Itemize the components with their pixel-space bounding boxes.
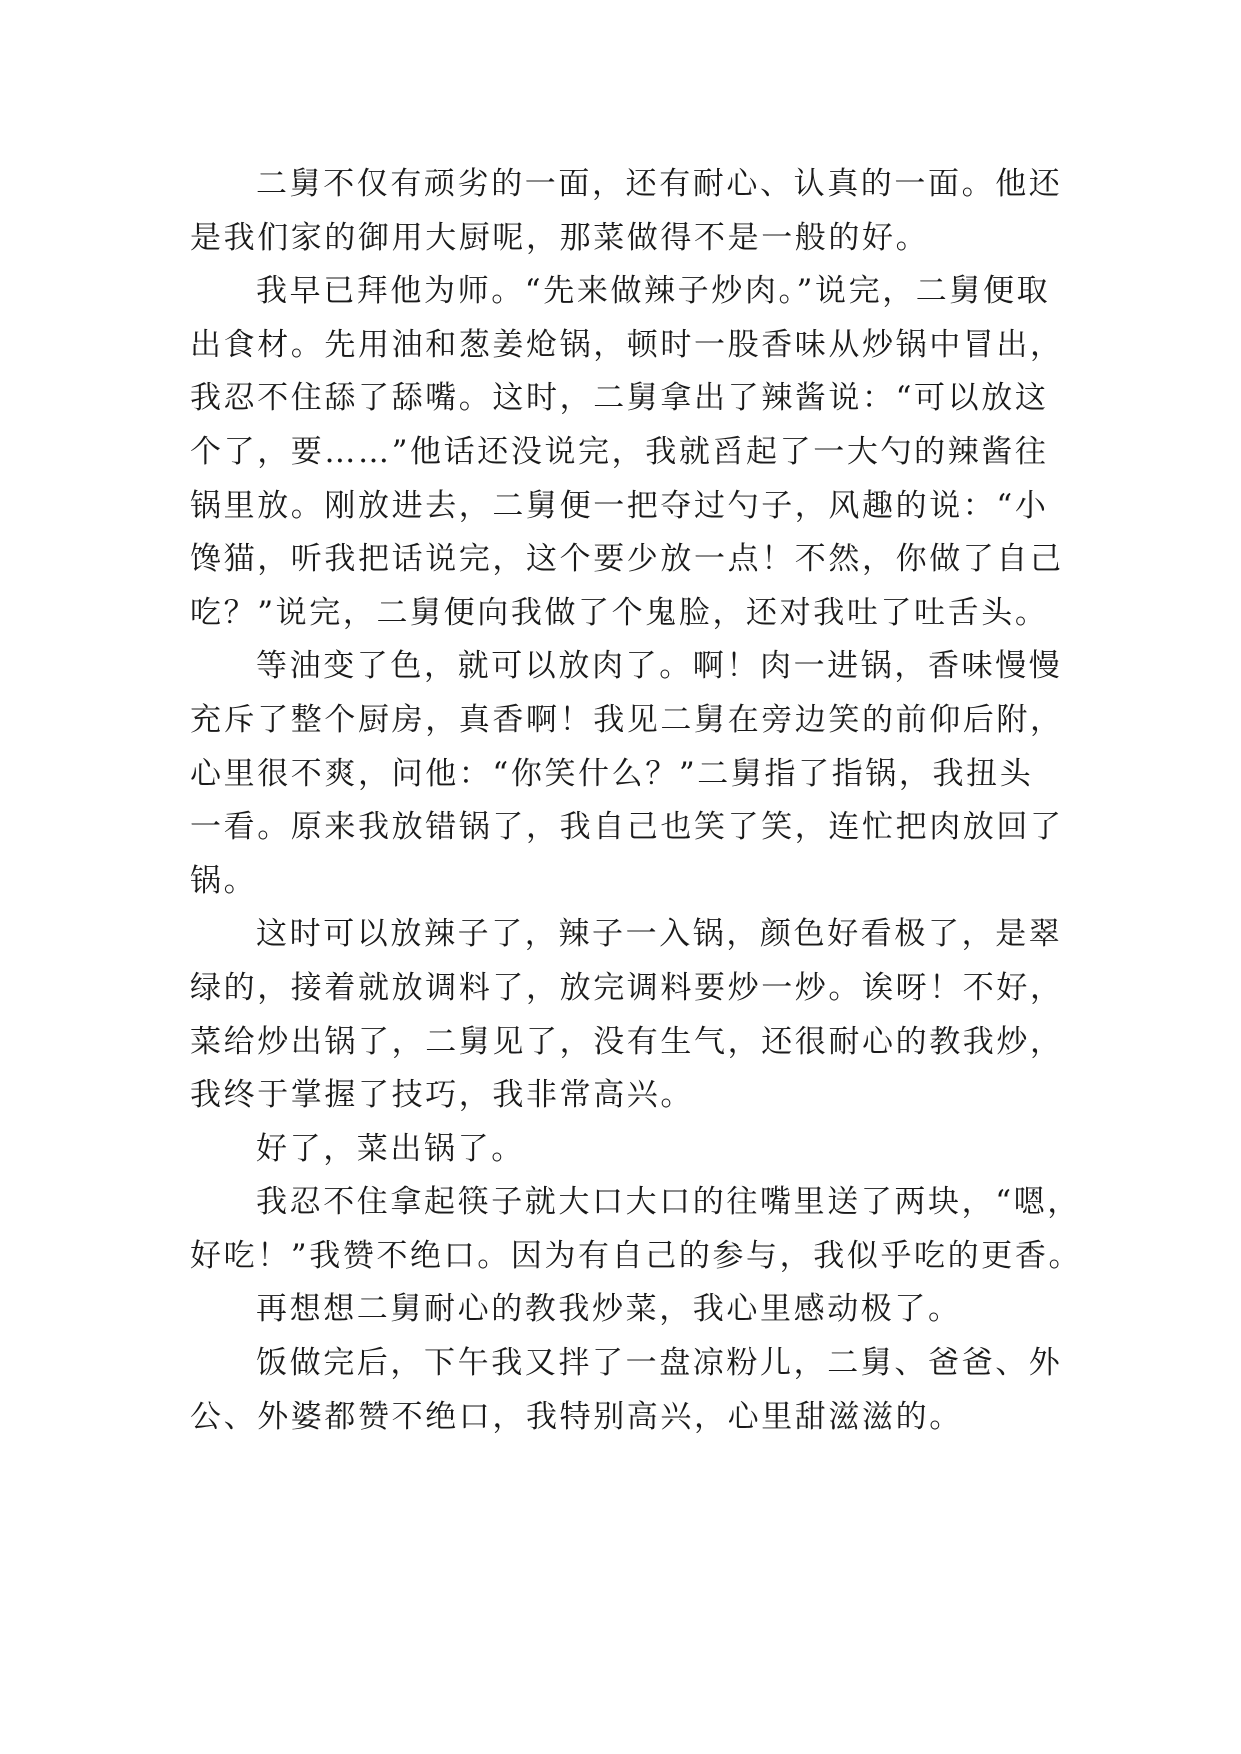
text-line: 等油变了色，就可以放肉了。啊！肉一进锅，香味慢慢 [256, 648, 1063, 685]
text-line: 一看。原来我放错锅了，我自己也笑了笑，连忙把肉放回了 [190, 809, 1064, 846]
text-line: 是我们家的御用大厨呢，那菜做得不是一般的好。 [190, 219, 930, 256]
text-line: 好了，菜出锅了。 [256, 1130, 525, 1167]
text-line: 出食材。先用油和葱姜炝锅，顿时一股香味从炒锅中冒出， [190, 326, 1064, 363]
text-line: 我终于掌握了技巧，我非常高兴。 [190, 1077, 694, 1114]
text-line: 公、外婆都赞不绝口，我特别高兴，心里甜滋滋的。 [190, 1398, 963, 1435]
text-line: 我忍不住舔了舔嘴。这时，二舅拿出了辣酱说：“可以放这 [190, 380, 1049, 417]
text-line: 再想想二舅耐心的教我炒菜，我心里感动极了。 [256, 1291, 962, 1328]
text-line: 个了，要……”他话还没说完，我就舀起了一大勺的辣酱往 [190, 433, 1049, 470]
text-line: 二舅不仅有顽劣的一面，还有耐心、认真的一面。他还 [256, 166, 1063, 202]
text-line: 我早已拜他为师。“先来做辣子炒肉。”说完，二舅便取 [256, 273, 1051, 310]
body-text [190, 158, 1083, 1444]
text-line: 锅。 [190, 862, 258, 899]
text-line: 菜给炒出锅了，二舅见了，没有生气，还很耐心的教我炒， [190, 1023, 1064, 1060]
text-line: 充斥了整个厨房，真香啊！我见二舅在旁边笑的前仰后附， [190, 701, 1064, 738]
text-line: 锅里放。刚放进去，二舅便一把夺过勺子，风趣的说：“小 [190, 487, 1049, 524]
text-line: 绿的，接着就放调料了，放完调料要炒一炒。诶呀！不好， [190, 969, 1064, 1006]
text-line: 馋猫，听我把话说完，这个要少放一点！不然，你做了自己 [190, 541, 1064, 578]
text-line: 吃？”说完，二舅便向我做了个鬼脸，还对我吐了吐舌头。 [190, 594, 1049, 631]
text-line: 我忍不住拿起筷子就大口大口的往嘴里送了两块，“嗯， [256, 1184, 1081, 1221]
text-line: 这时可以放辣子了，辣子一入锅，颜色好看极了，是翠 [256, 916, 1063, 953]
text-line: 好吃！”我赞不绝口。因为有自己的参与，我似乎吃的更香。 [190, 1237, 1083, 1274]
text-line: 饭做完后，下午我又拌了一盘凉粉儿，二舅、爸爸、外 [256, 1345, 1063, 1382]
text-line: 心里很不爽，问他：“你笑什么？”二舅指了指锅，我扭头 [190, 755, 1034, 792]
